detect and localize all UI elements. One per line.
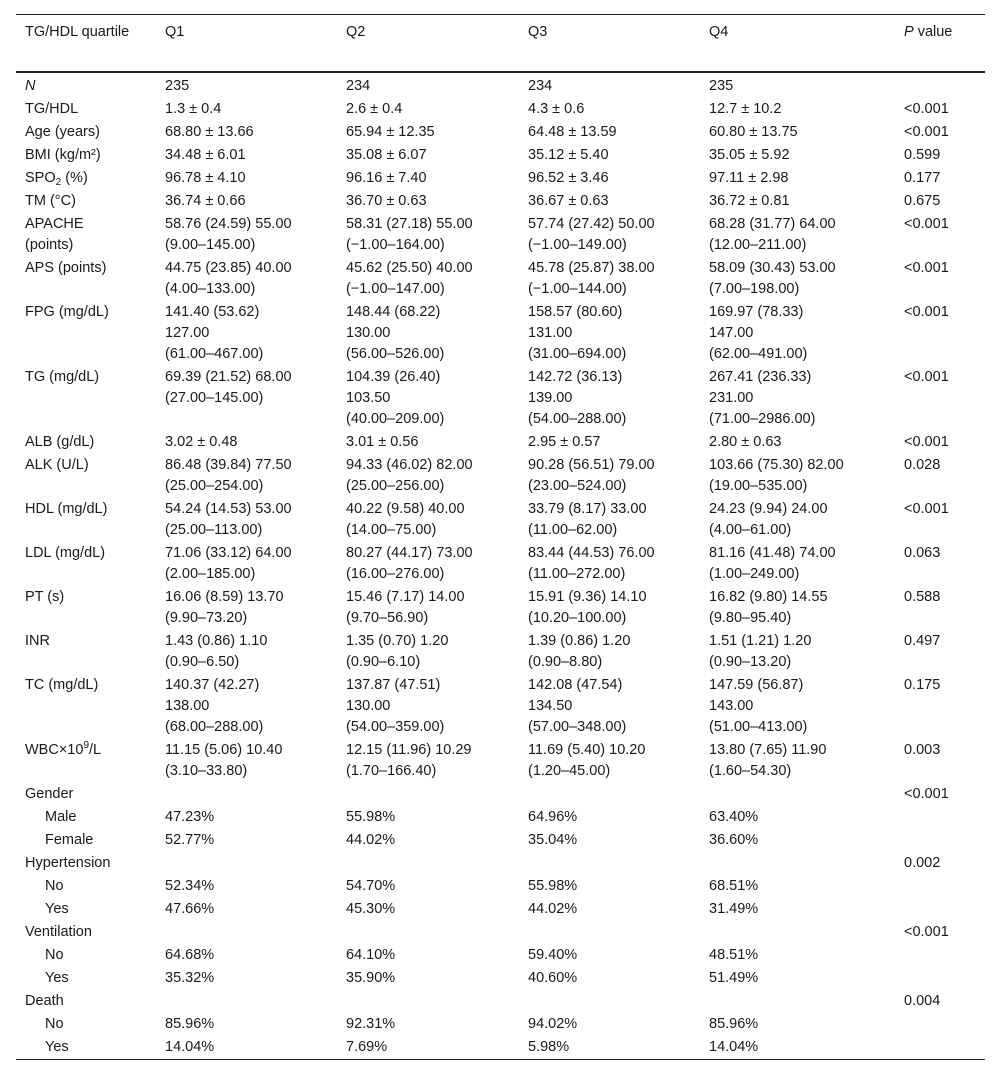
cell-q3: 5.98% — [528, 1039, 570, 1055]
cell-q1 — [156, 852, 337, 875]
cell-q3: 64.48 ± 13.59 — [528, 124, 617, 140]
cell-q1: 16.06 (8.59) 13.70 (9.90–73.20) — [165, 589, 284, 626]
cell-q1 — [156, 990, 337, 1013]
cell-q2: 12.15 (11.96) 10.29 (1.70–166.40) — [346, 742, 472, 779]
table-row — [16, 121, 985, 144]
row-label — [16, 72, 156, 98]
row-label — [16, 739, 156, 783]
cell-q1: 35.32% — [165, 970, 215, 986]
cell-p-value — [895, 944, 985, 967]
cell-q3: 158.57 (80.60) 131.00 (31.00–694.00) — [528, 304, 627, 362]
row-label — [16, 852, 156, 875]
cell-q4: 103.66 (75.30) 82.00 (19.00–535.00) — [709, 457, 844, 494]
cell-q2: 3.01 ± 0.56 — [346, 434, 419, 450]
row-label — [16, 806, 156, 829]
cell-q1: 141.40 (53.62) 127.00 (61.00–467.00) — [165, 304, 264, 362]
cell-q2: 45.30% — [346, 901, 396, 917]
row-label — [16, 1036, 156, 1060]
cell-p-value: 0.002 — [904, 855, 941, 871]
row-label-text: TG/HDL — [25, 101, 79, 117]
row-label-text: HDL (mg/dL) — [25, 501, 108, 517]
table-row — [16, 257, 985, 301]
cell-q4: 31.49% — [709, 901, 759, 917]
cell-q3: 94.02% — [528, 1016, 578, 1032]
table-row — [16, 167, 985, 190]
cell-q2: 137.87 (47.51) 130.00 (54.00–359.00) — [346, 677, 445, 735]
table-row — [16, 190, 985, 213]
table-row — [16, 783, 985, 806]
row-label-text: TG (mg/dL) — [25, 369, 100, 385]
row-label — [16, 829, 156, 852]
row-label-text: TC (mg/dL) — [25, 677, 99, 693]
cell-q1: 140.37 (42.27) 138.00 (68.00–288.00) — [165, 677, 264, 735]
cell-q3: 40.60% — [528, 970, 578, 986]
row-label-text: INR — [25, 633, 50, 649]
cell-q2: 54.70% — [346, 878, 396, 894]
cell-q2: 36.70 ± 0.63 — [346, 193, 427, 209]
cell-q3: 83.44 (44.53) 76.00 (11.00–272.00) — [528, 545, 655, 582]
cell-q3: 90.28 (56.51) 79.00 (23.00–524.00) — [528, 457, 655, 494]
cell-q2: 234 — [346, 78, 371, 94]
cell-q4: 85.96% — [709, 1016, 759, 1032]
cell-q3: 2.95 ± 0.57 — [528, 434, 601, 450]
cell-q2 — [337, 783, 519, 806]
cell-q1: 34.48 ± 6.01 — [165, 147, 246, 163]
table-row — [16, 1013, 985, 1036]
row-label — [16, 121, 156, 144]
table-row — [16, 630, 985, 674]
cell-q1: 86.48 (39.84) 77.50 (25.00–254.00) — [165, 457, 292, 494]
cell-q1: 47.66% — [165, 901, 215, 917]
table-header — [16, 15, 985, 73]
cell-q1: 235 — [165, 78, 190, 94]
cell-p-value: 0.175 — [904, 677, 941, 693]
row-label — [16, 921, 156, 944]
cell-q1: 68.80 ± 13.66 — [165, 124, 254, 140]
cell-q3: 11.69 (5.40) 10.20 (1.20–45.00) — [528, 742, 646, 779]
cell-q2 — [337, 990, 519, 1013]
cell-q1: 71.06 (33.12) 64.00 (2.00–185.00) — [165, 545, 292, 582]
cell-p-value — [895, 829, 985, 852]
cell-q4: 68.51% — [709, 878, 759, 894]
cell-q4: 235 — [709, 78, 734, 94]
cell-p-value: 0.599 — [904, 147, 941, 163]
cell-q3: 57.74 (27.42) 50.00 (−1.00–149.00) — [528, 216, 655, 253]
table-row — [16, 739, 985, 783]
row-label-text: WBC×10 — [25, 742, 84, 758]
cell-q3: 36.67 ± 0.63 — [528, 193, 609, 209]
row-label-text: N — [25, 78, 36, 94]
table-row — [16, 898, 985, 921]
header-quartile: TG/HDL quartile — [25, 24, 130, 40]
row-label — [16, 454, 156, 498]
cell-p-value: <0.001 — [904, 369, 949, 385]
cell-q1: 54.24 (14.53) 53.00 (25.00–113.00) — [165, 501, 292, 538]
cell-q4 — [700, 990, 895, 1013]
cell-q3: 35.12 ± 5.40 — [528, 147, 609, 163]
cell-q2: 148.44 (68.22) 130.00 (56.00–526.00) — [346, 304, 445, 362]
table-body — [16, 72, 985, 1060]
row-label-text: ALB (g/dL) — [25, 434, 95, 450]
cell-q2: 35.08 ± 6.07 — [346, 147, 427, 163]
table-row — [16, 829, 985, 852]
cell-q1: 3.02 ± 0.48 — [165, 434, 238, 450]
row-label-subscript: 2 — [55, 177, 62, 188]
row-label-text: BMI (kg/m²) — [25, 147, 101, 163]
cell-q3: 33.79 (8.17) 33.00 (11.00–62.00) — [528, 501, 647, 538]
cell-q4: 12.7 ± 10.2 — [709, 101, 782, 117]
row-label — [16, 167, 156, 190]
cell-q4: 169.97 (78.33) 147.00 (62.00–491.00) — [709, 304, 808, 362]
cell-p-value — [895, 72, 985, 98]
header-q1: Q1 — [165, 24, 185, 40]
header-row — [16, 15, 985, 73]
table-row — [16, 454, 985, 498]
cell-q1: 44.75 (23.85) 40.00 (4.00–133.00) — [165, 260, 292, 297]
cell-q1: 1.43 (0.86) 1.10 (0.90–6.50) — [165, 633, 268, 670]
cell-p-value: <0.001 — [904, 786, 949, 802]
table-row — [16, 366, 985, 431]
row-label — [16, 630, 156, 674]
cell-q2: 35.90% — [346, 970, 396, 986]
row-label — [16, 431, 156, 454]
cell-p-value — [895, 806, 985, 829]
cell-p-value: <0.001 — [904, 304, 949, 320]
cell-q1: 14.04% — [165, 1039, 215, 1055]
table-row — [16, 542, 985, 586]
row-label — [16, 301, 156, 366]
cell-p-value — [895, 875, 985, 898]
cell-q4: 36.72 ± 0.81 — [709, 193, 790, 209]
row-label — [16, 498, 156, 542]
row-label-text: Yes — [45, 1039, 69, 1055]
table-row — [16, 674, 985, 739]
row-label-text: No — [45, 947, 64, 963]
cell-q1: 69.39 (21.52) 68.00 (27.00–145.00) — [165, 369, 292, 406]
table-row — [16, 967, 985, 990]
row-label-text: PT (s) — [25, 589, 65, 605]
cell-q2: 7.69% — [346, 1039, 388, 1055]
row-label-text: Yes — [45, 970, 69, 986]
row-label — [16, 542, 156, 586]
row-label — [16, 98, 156, 121]
cell-q4: 48.51% — [709, 947, 759, 963]
cell-q4: 1.51 (1.21) 1.20 (0.90–13.20) — [709, 633, 812, 670]
table-row — [16, 944, 985, 967]
cell-q1: 52.77% — [165, 832, 215, 848]
header-p-value — [895, 15, 985, 73]
header-p-suffix: value — [913, 24, 953, 40]
cell-q1: 85.96% — [165, 1016, 215, 1032]
cell-q3: 4.3 ± 0.6 — [528, 101, 585, 117]
cell-q4: 63.40% — [709, 809, 759, 825]
cell-q3: 1.39 (0.86) 1.20 (0.90–8.80) — [528, 633, 631, 670]
cell-q2: 45.62 (25.50) 40.00 (−1.00–147.00) — [346, 260, 473, 297]
cell-q2: 55.98% — [346, 809, 396, 825]
row-label-text: APACHE (points) — [25, 216, 84, 253]
cell-q3: 64.96% — [528, 809, 578, 825]
table-row — [16, 72, 985, 98]
row-label-text: Male — [45, 809, 77, 825]
row-label-text: Hypertension — [25, 855, 111, 871]
cell-q3: 142.72 (36.13) 139.00 (54.00–288.00) — [528, 369, 627, 427]
cell-q1 — [156, 921, 337, 944]
cell-q4: 81.16 (41.48) 74.00 (1.00–249.00) — [709, 545, 836, 582]
cell-q2: 58.31 (27.18) 55.00 (−1.00–164.00) — [346, 216, 473, 253]
cell-p-value: <0.001 — [904, 260, 949, 276]
cell-q4: 24.23 (9.94) 24.00 (4.00–61.00) — [709, 501, 828, 538]
row-label — [16, 783, 156, 806]
cell-q4: 14.04% — [709, 1039, 759, 1055]
cell-q1: 1.3 ± 0.4 — [165, 101, 222, 117]
cell-p-value: 0.588 — [904, 589, 941, 605]
cell-q4: 35.05 ± 5.92 — [709, 147, 790, 163]
header-q3: Q3 — [528, 24, 548, 40]
row-label — [16, 1013, 156, 1036]
row-label — [16, 144, 156, 167]
cell-q1: 58.76 (24.59) 55.00 (9.00–145.00) — [165, 216, 292, 253]
row-label-text: Age (years) — [25, 124, 100, 140]
cell-q3: 55.98% — [528, 878, 578, 894]
table-row — [16, 586, 985, 630]
cell-q3: 15.91 (9.36) 14.10 (10.20–100.00) — [528, 589, 647, 626]
cell-q4: 51.49% — [709, 970, 759, 986]
row-label-text: LDL (mg/dL) — [25, 545, 106, 561]
cell-p-value — [895, 967, 985, 990]
row-label — [16, 967, 156, 990]
cell-p-value: <0.001 — [904, 101, 949, 117]
table-row — [16, 921, 985, 944]
cell-q3 — [519, 852, 700, 875]
cell-q2 — [337, 921, 519, 944]
cell-p-value: <0.001 — [904, 434, 949, 450]
cell-p-value — [895, 1036, 985, 1060]
cell-q3: 44.02% — [528, 901, 578, 917]
cell-q2: 15.46 (7.17) 14.00 (9.70–56.90) — [346, 589, 465, 626]
cell-q2: 44.02% — [346, 832, 396, 848]
cell-q2: 94.33 (46.02) 82.00 (25.00–256.00) — [346, 457, 473, 494]
row-label-text: No — [45, 878, 64, 894]
cell-q2: 1.35 (0.70) 1.20 (0.90–6.10) — [346, 633, 449, 670]
cell-q3 — [519, 783, 700, 806]
row-label — [16, 257, 156, 301]
cell-q2 — [337, 852, 519, 875]
cell-q2: 2.6 ± 0.4 — [346, 101, 403, 117]
row-label-text: No — [45, 1016, 64, 1032]
table-row — [16, 213, 985, 257]
table-row — [16, 990, 985, 1013]
table-row — [16, 806, 985, 829]
cell-q4 — [700, 921, 895, 944]
table-row — [16, 144, 985, 167]
row-label-text: TM (°C) — [25, 193, 76, 209]
cell-q2: 96.16 ± 7.40 — [346, 170, 427, 186]
cell-q4: 267.41 (236.33) 231.00 (71.00–2986.00) — [709, 369, 816, 427]
cell-q1: 52.34% — [165, 878, 215, 894]
cell-q3 — [519, 921, 700, 944]
row-label — [16, 586, 156, 630]
cell-q3: 142.08 (47.54) 134.50 (57.00–348.00) — [528, 677, 627, 735]
row-label-text: ALK (U/L) — [25, 457, 89, 473]
row-label-text: Death — [25, 993, 64, 1009]
cell-p-value: 0.003 — [904, 742, 941, 758]
cell-q4: 97.11 ± 2.98 — [709, 170, 789, 186]
cell-q4 — [700, 783, 895, 806]
table-row — [16, 301, 985, 366]
table-row — [16, 875, 985, 898]
cell-q3: 59.40% — [528, 947, 578, 963]
cell-q4: 60.80 ± 13.75 — [709, 124, 798, 140]
cell-p-value — [895, 898, 985, 921]
row-label — [16, 990, 156, 1013]
cell-q4: 36.60% — [709, 832, 759, 848]
row-label-text: Gender — [25, 786, 74, 802]
cell-q4: 16.82 (9.80) 14.55 (9.80–95.40) — [709, 589, 828, 626]
cell-p-value: <0.001 — [904, 501, 949, 517]
cell-q2: 65.94 ± 12.35 — [346, 124, 435, 140]
row-label — [16, 190, 156, 213]
row-label — [16, 213, 156, 257]
cell-p-value: <0.001 — [904, 216, 949, 232]
table-row — [16, 431, 985, 454]
cell-q4: 147.59 (56.87) 143.00 (51.00–413.00) — [709, 677, 808, 735]
cell-p-value: 0.004 — [904, 993, 941, 1009]
row-label — [16, 898, 156, 921]
cell-q1: 47.23% — [165, 809, 215, 825]
row-label-text: SPO — [25, 170, 56, 186]
cell-p-value: <0.001 — [904, 124, 949, 140]
cell-q3: 45.78 (25.87) 38.00 (−1.00–144.00) — [528, 260, 655, 297]
table-row — [16, 852, 985, 875]
row-label-text: FPG (mg/dL) — [25, 304, 109, 320]
cell-q1: 64.68% — [165, 947, 215, 963]
cell-p-value: 0.028 — [904, 457, 941, 473]
cell-q2: 104.39 (26.40) 103.50 (40.00–209.00) — [346, 369, 445, 427]
header-q4: Q4 — [709, 24, 729, 40]
table-row — [16, 98, 985, 121]
cell-q2: 64.10% — [346, 947, 396, 963]
row-label-text: Female — [45, 832, 94, 848]
cell-q1: 11.15 (5.06) 10.40 (3.10–33.80) — [165, 742, 283, 779]
row-label-suffix: /L — [89, 742, 102, 758]
header-q2: Q2 — [346, 24, 366, 40]
cell-q4 — [700, 852, 895, 875]
tg-hdl-quartile-table — [16, 14, 985, 1060]
cell-p-value: 0.497 — [904, 633, 941, 649]
cell-q4: 13.80 (7.65) 11.90 (1.60–54.30) — [709, 742, 827, 779]
row-label — [16, 875, 156, 898]
cell-q4: 58.09 (30.43) 53.00 (7.00–198.00) — [709, 260, 836, 297]
cell-q2: 80.27 (44.17) 73.00 (16.00–276.00) — [346, 545, 473, 582]
cell-p-value: 0.177 — [904, 170, 941, 186]
cell-q2: 40.22 (9.58) 40.00 (14.00–75.00) — [346, 501, 465, 538]
row-label-text: Ventilation — [25, 924, 92, 940]
cell-q3 — [519, 990, 700, 1013]
row-label-text: Yes — [45, 901, 69, 917]
cell-q3: 35.04% — [528, 832, 578, 848]
cell-p-value: 0.675 — [904, 193, 941, 209]
row-label-suffix: (%) — [61, 170, 88, 186]
row-label — [16, 674, 156, 739]
table-row — [16, 498, 985, 542]
cell-q4: 2.80 ± 0.63 — [709, 434, 782, 450]
cell-q2: 92.31% — [346, 1016, 396, 1032]
cell-p-value: 0.063 — [904, 545, 941, 561]
cell-q1: 36.74 ± 0.66 — [165, 193, 246, 209]
row-label-text: APS (points) — [25, 260, 107, 276]
row-label — [16, 366, 156, 431]
cell-q1: 96.78 ± 4.10 — [165, 170, 246, 186]
header-p-letter: P — [904, 24, 914, 40]
table-row — [16, 1036, 985, 1060]
cell-p-value — [895, 1013, 985, 1036]
row-label-superscript: 9 — [83, 740, 89, 751]
row-label — [16, 944, 156, 967]
cell-q1 — [156, 783, 337, 806]
cell-q3: 234 — [528, 78, 553, 94]
cell-p-value: <0.001 — [904, 924, 949, 940]
cell-q4: 68.28 (31.77) 64.00 (12.00–211.00) — [709, 216, 836, 253]
cell-q3: 96.52 ± 3.46 — [528, 170, 609, 186]
